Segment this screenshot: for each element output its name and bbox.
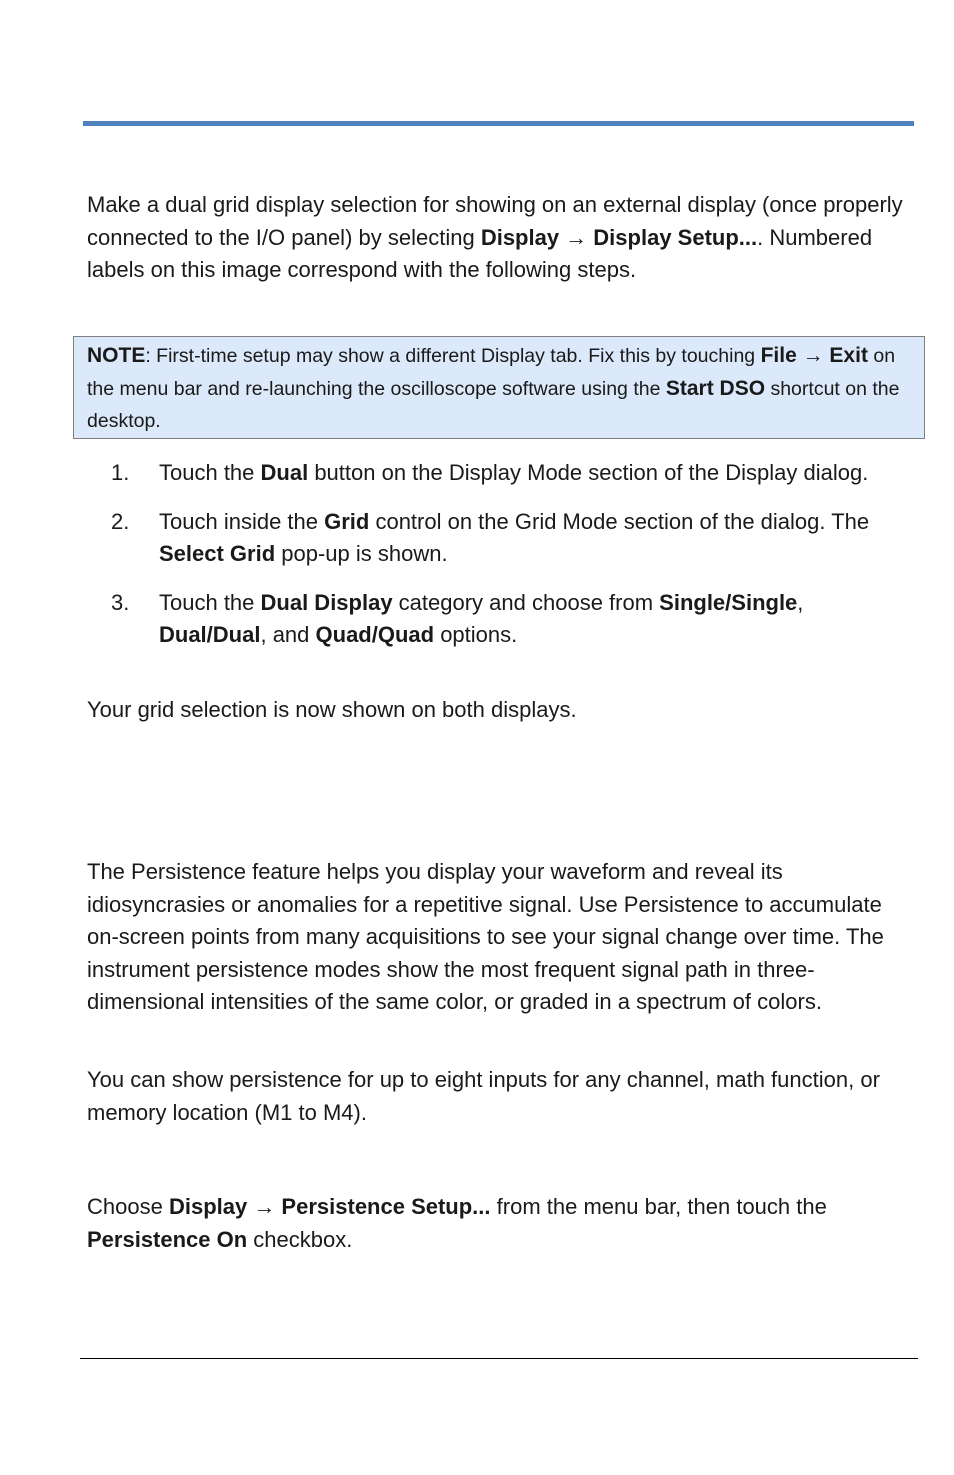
note-label: NOTE — [87, 344, 146, 367]
instruction-text-1: Choose — [87, 1194, 169, 1219]
note-start-dso: Start DSO — [665, 376, 766, 400]
step-bold: Single/Single — [659, 589, 798, 615]
instruction-text-3: checkbox. — [247, 1226, 353, 1252]
instruction-checkbox-name: Persistence On — [87, 1226, 248, 1252]
footer-rule — [80, 1358, 918, 1359]
step-bold: Dual/Dual — [159, 622, 261, 647]
step-text: pop-up is shown. — [275, 541, 448, 566]
step-bold: Quad/Quad — [315, 622, 435, 647]
intro-paragraph — [87, 189, 917, 287]
intro-text-2: . Numbered labels on this image correspond with the following steps. — [87, 224, 873, 282]
step-text: , and — [260, 622, 316, 647]
steps-list — [87, 457, 917, 668]
intro-text-1: Make a dual grid display selection for showing on an external display (once properly connected to the I/O panel) by selecting — [87, 192, 903, 250]
step-text: Touch the — [159, 460, 261, 485]
step-bold: Grid — [324, 508, 370, 534]
step-item-2 — [87, 506, 917, 571]
header-rule — [83, 121, 914, 126]
step-text: Touch the — [159, 589, 261, 615]
step-number: 1. — [111, 460, 130, 485]
note-file-exit: File → Exit — [760, 344, 868, 367]
note-text-1: : First-time setup may show a different Display tab. Fix this by touching — [145, 345, 761, 367]
step-bold: Dual Display — [260, 589, 393, 615]
step-text: Touch inside the — [159, 508, 325, 534]
persistence-inputs: You can show persistence for up to eight inputs for any channel, math function, or memory location (M1 to M4). — [87, 1067, 880, 1125]
persistence-instruction — [87, 1191, 917, 1256]
step-text: button on the Display Mode section of the Display dialog. — [308, 460, 869, 485]
step-text: options. — [434, 622, 518, 647]
step-bold: Dual — [260, 460, 309, 485]
note-text-2: on the menu bar and re-launching the oscilloscope software using the — [87, 345, 896, 400]
note-text-3: shortcut on the desktop. — [87, 377, 900, 432]
instruction-text-2: from the menu bar, then touch the — [490, 1194, 827, 1219]
step-number: 3. — [111, 589, 130, 615]
step-text: , — [797, 589, 804, 615]
note-box — [73, 336, 925, 439]
step-bold: Select Grid — [159, 541, 276, 566]
step-text: control on the Grid Mode section of the dialog. The — [369, 508, 870, 534]
step-number: 2. — [111, 508, 130, 534]
intro-menu-path: Display → Display Setup... — [480, 224, 758, 250]
result-paragraph: Your grid selection is now shown on both displays. — [87, 697, 577, 722]
instruction-menu-path: Display → Persistence Setup... — [168, 1194, 491, 1219]
persistence-description: The Persistence feature helps you display your waveform and reveal its idiosyncrasies or anomalies for a repetitive signal. Use Persistence to accumulate on-screen points from many acquisitions to see your signal change over time. The instrument persistence modes show the most frequent signal path in three-dimensional intensities of the same color, or graded in a spectrum of colors. — [87, 859, 884, 1014]
step-item-3 — [87, 587, 917, 652]
step-text: category and choose from — [392, 589, 660, 615]
step-item-1 — [87, 457, 917, 490]
